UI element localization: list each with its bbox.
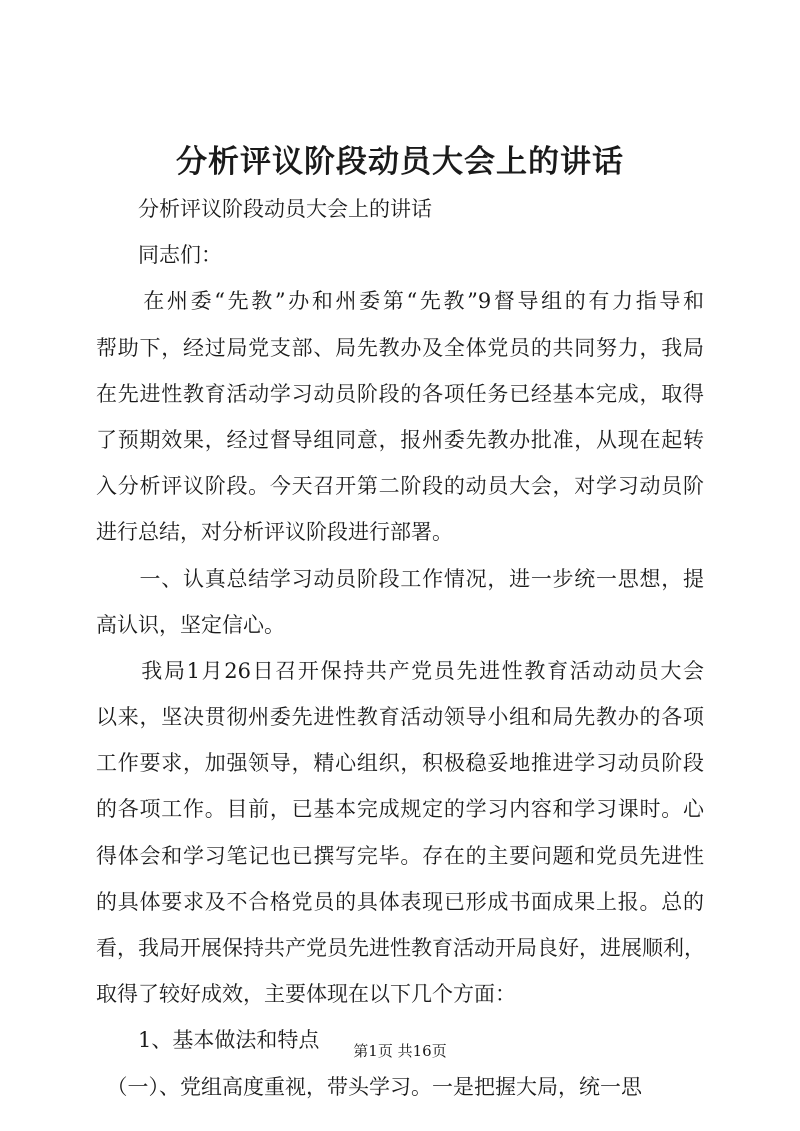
text-line: 看，我局开展保持共产党员先进性教育活动开局良好，进展顺利， [96, 936, 705, 960]
text-line: （一）、党组高度重视，带头学习。一是把握大局，统一思 [96, 1074, 642, 1099]
text-line: 在州委“先教”办和州委第“先教”9督导组的有力指导和 [96, 289, 704, 314]
paragraph [96, 186, 704, 232]
paragraph [96, 278, 704, 555]
document-title: 分析评议阶段动员大会上的讲话 [176, 144, 624, 180]
text-line: 我局1月26日召开保持共产党员先进性教育活动动员大会 [96, 658, 704, 683]
text-line: 的具体要求及不合格党员的具体表现已形成书面成果上报。总的 [96, 889, 704, 914]
text-line: 帮助下，经过局党支部、局先教办及全体党员的共同努力，我局 [96, 335, 704, 360]
text-line: 的各项工作。目前，已基本完成规定的学习内容和学习课时。心 [96, 797, 704, 822]
text-line: 得体会和学习笔记也已撰写完毕。存在的主要问题和党员先进性 [96, 843, 704, 868]
text-line: 进行总结，对分析评议阶段进行部署。 [96, 520, 453, 545]
text-line: 一、认真总结学习动员阶段工作情况，进一步统一思想，提 [96, 566, 704, 591]
paragraph [96, 648, 704, 1018]
text-line: 在先进性教育活动学习动员阶段的各项任务已经基本完成，取得 [96, 381, 704, 406]
text-line: 取得了较好成效，主要体现在以下几个方面： [96, 982, 516, 1007]
text-line: 同志们： [96, 243, 222, 268]
text-line: 分析评议阶段动员大会上的讲话 [96, 197, 432, 221]
document-body [96, 186, 704, 1110]
text-line: 1、基本做法和特点 [96, 1028, 320, 1053]
paragraph [96, 232, 704, 278]
text-line: 工作要求，加强领导，精心组织，积极稳妥地推进学习动员阶段 [96, 751, 704, 776]
paragraph [96, 556, 704, 648]
text-line: 入分析评议阶段。今天召开第二阶段的动员大会，对学习动员阶 [96, 474, 704, 499]
paragraph [96, 1064, 704, 1110]
page-footer: 第1页 共16页 [353, 1042, 447, 1060]
text-line: 高认识，坚定信心。 [96, 612, 285, 637]
text-line: 以来，坚决贯彻州委先进性教育活动领导小组和局先教办的各项 [96, 705, 704, 730]
text-line: 了预期效果，经过督导组同意，报州委先教办批准，从现在起转 [96, 427, 704, 452]
